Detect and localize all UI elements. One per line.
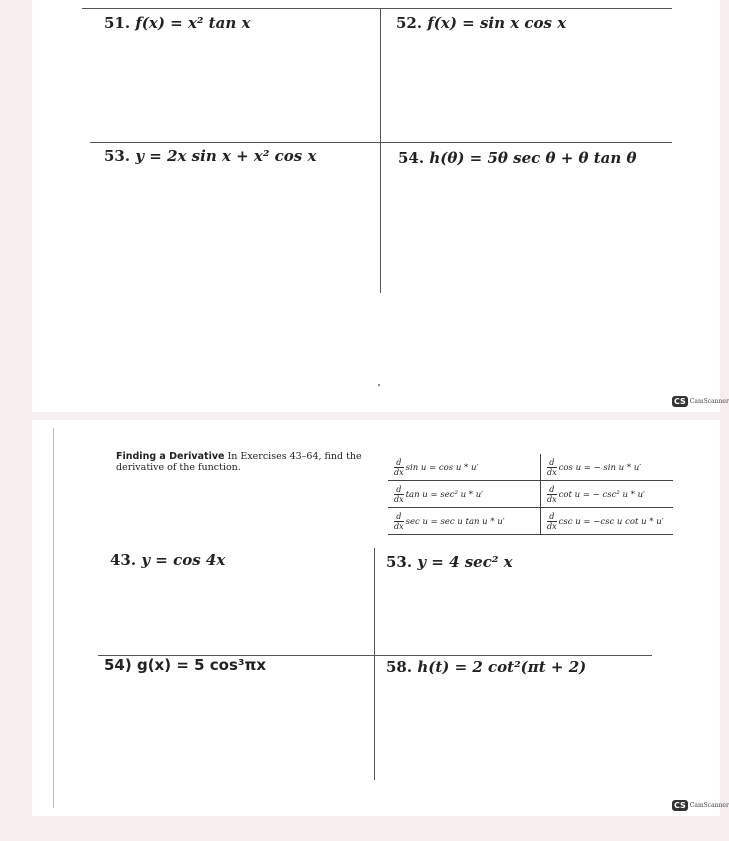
cs-logo-icon: CS: [674, 397, 686, 406]
rule-cell: $\frac{d}{dx}$ csc u = −csc u cot u * u′: [541, 508, 674, 535]
stray-mark: [378, 384, 380, 386]
table-row: [388, 454, 673, 481]
top-rule: [82, 8, 672, 9]
problem-53: 53. y = 2x sin x + x² cos x: [104, 147, 317, 165]
rule-cell: $\frac{d}{dx}$ sec u = sec u tan u * u′: [388, 508, 541, 535]
left-margin-line: [53, 428, 54, 808]
problem-54: 54. h(θ) = 5θ sec θ + θ tan θ: [398, 149, 637, 167]
problem-53: 53. y = 4 sec² x: [386, 553, 513, 571]
table-row: [388, 481, 673, 508]
derivative-rules-table: [388, 454, 673, 535]
worksheet-page-1: [32, 0, 729, 412]
worksheet-page-2: [32, 420, 729, 816]
column-divider: [380, 8, 381, 293]
problem-51: 51. f(x) = x² tan x: [104, 14, 251, 32]
cs-logo-icon: CS: [674, 801, 686, 810]
rule-cell: $\frac{d}{dx}$ cot u = − csc² u * u′: [541, 481, 674, 508]
rule-cell: $\frac{d}{dx}$ sin u = cos u * u′: [388, 454, 541, 481]
table-row: [388, 508, 673, 535]
column-divider: [374, 548, 375, 780]
camscanner-watermark: CS CamScanner: [674, 801, 729, 810]
camscanner-watermark: CS CamScanner: [674, 397, 729, 406]
rule-cell: $\frac{d}{dx}$ cos u = − sin u * u′: [541, 454, 674, 481]
rule-cell: $\frac{d}{dx}$ tan u = sec² u * u′: [388, 481, 541, 508]
problem-43: 43. y = cos 4x: [110, 551, 226, 569]
problem-54: 54) g(x) = 5 cos³πx: [104, 656, 266, 674]
problem-58: 58. h(t) = 2 cot²(πt + 2): [386, 658, 587, 676]
problem-52: 52. f(x) = sin x cos x: [396, 14, 567, 32]
middle-rule: [90, 142, 672, 143]
exercise-heading: Finding a Derivative In Exercises 43–64, find the derivative of the function.: [116, 451, 362, 473]
